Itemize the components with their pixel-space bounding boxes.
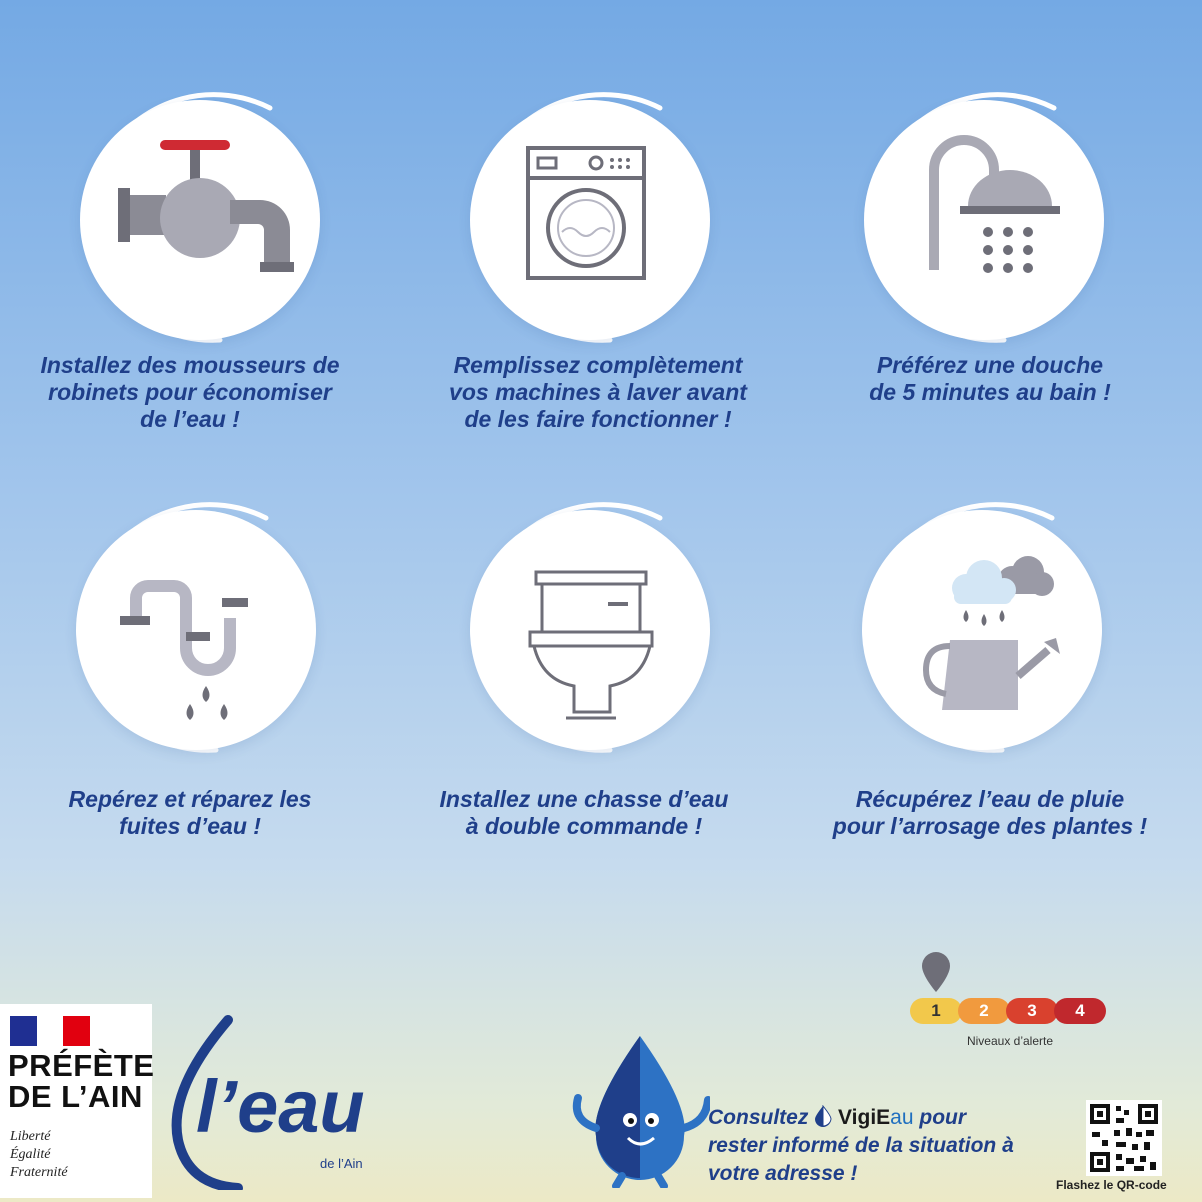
republic-motto: Liberté Égalité Fraternité: [10, 1129, 68, 1180]
alert-level-4: 4: [1054, 998, 1106, 1024]
washing-machine-icon: [470, 100, 710, 340]
shower-icon: [864, 100, 1104, 340]
tip-caption: Remplissez complètement vos machines à laver avant de les faire fonctionner !: [449, 352, 747, 432]
prefecture-name: PRÉFÈTE DE L’AIN: [8, 1048, 155, 1114]
qr-code-label: Flashez le QR-code: [1056, 1178, 1167, 1192]
alert-level-2: 2: [958, 998, 1010, 1024]
prefecture-logo: [0, 1004, 155, 1198]
qr-code[interactable]: [1086, 1100, 1162, 1176]
toilet-icon: [470, 510, 710, 750]
marianne-flag-icon: [10, 1016, 90, 1046]
eau-logo-text: l’eau: [196, 1065, 365, 1148]
tip-caption: Récupérez l’eau de pluie pour l’arrosage des plantes !: [832, 786, 1148, 839]
tip-caption: Repérez et réparez les fuites d’eau !: [68, 786, 312, 839]
tip-caption: Installez des mousseurs de robinets pour économiser de l’eau !: [40, 352, 340, 432]
vigieau-brand: VigiE: [838, 1106, 891, 1129]
alert-level-1: 1: [910, 998, 962, 1024]
alert-level-3: 3: [1006, 998, 1058, 1024]
watering-can-icon: [862, 510, 1102, 750]
faucet-icon: [80, 100, 320, 340]
tip-caption: Installez une chasse d’eau à double commande !: [439, 786, 729, 839]
water-drop-mascot-icon: [570, 1028, 710, 1188]
vigieau-drop-icon: [814, 1105, 832, 1127]
alert-levels-label: Niveaux d’alerte: [966, 1034, 1054, 1048]
vigieau-message: Consultez VigiEau pour rester informé de la situation à votre adresse !: [708, 1106, 1014, 1185]
eau-logo-subtitle: de l’Ain: [320, 1156, 363, 1171]
tip-caption: Préférez une douche de 5 minutes au bain !: [869, 352, 1111, 405]
alert-levels: [910, 998, 1106, 1024]
leaking-pipe-icon: [76, 510, 316, 750]
map-pin-icon: [918, 950, 954, 994]
